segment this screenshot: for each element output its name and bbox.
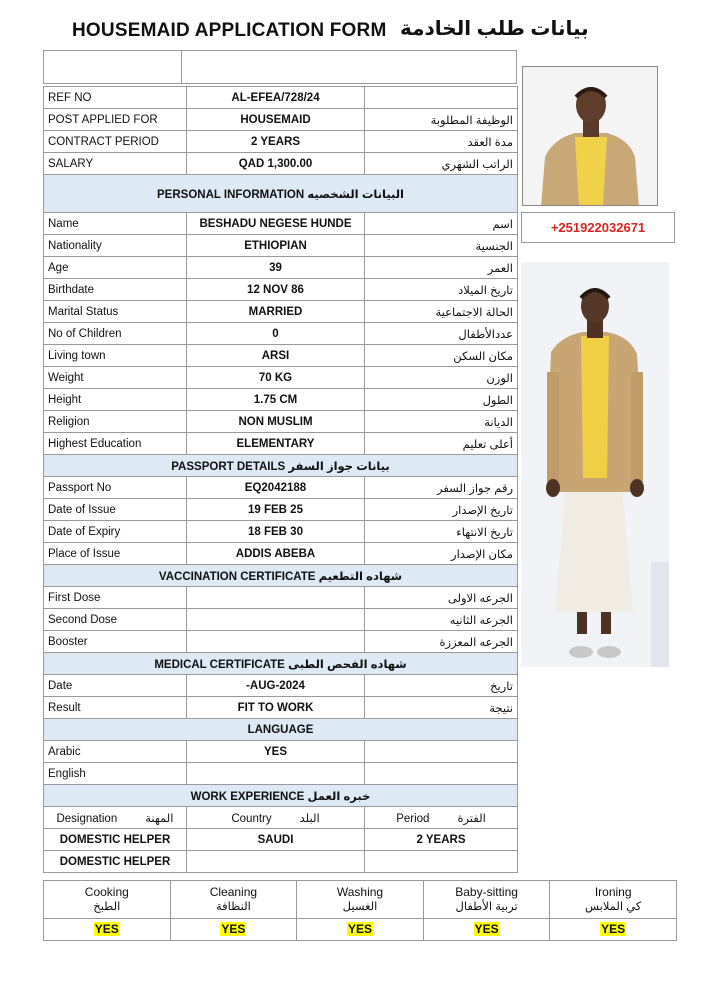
table-row bbox=[44, 609, 518, 631]
full-body-photo bbox=[521, 262, 669, 667]
work-header-country-label-arabic: البلد bbox=[299, 812, 320, 825]
table-row bbox=[44, 477, 518, 499]
work-period: 2 YEARS bbox=[365, 829, 518, 851]
table-row bbox=[44, 433, 518, 455]
skill-value-label: YES bbox=[474, 922, 499, 936]
skill-name: Cooking bbox=[84, 884, 129, 899]
field-label-arabic: الطول bbox=[365, 389, 518, 411]
field-label-arabic: الحالة الاجتماعية bbox=[365, 301, 518, 323]
skill-value-label: YES bbox=[94, 922, 119, 936]
field-label: Height bbox=[44, 389, 187, 411]
skill-value bbox=[44, 919, 171, 941]
skill-value-label: YES bbox=[601, 922, 626, 936]
field-label-arabic: مكان السكن bbox=[365, 345, 518, 367]
work-header-designation bbox=[44, 807, 187, 829]
field-label: English bbox=[44, 763, 187, 785]
field-value: FIT TO WORK bbox=[187, 697, 365, 719]
field-value: AL-EFEA/728/24 bbox=[187, 87, 365, 109]
field-value: HOUSEMAID bbox=[187, 109, 365, 131]
field-label: Date of Expiry bbox=[44, 521, 187, 543]
section-header-work: WORK EXPERIENCE خبره العمل bbox=[44, 785, 518, 807]
field-label-arabic: تاريخ bbox=[365, 675, 518, 697]
field-label: Age bbox=[44, 257, 187, 279]
field-label: Highest Education bbox=[44, 433, 187, 455]
table-row bbox=[44, 389, 518, 411]
field-label-arabic: الجرعه الثانيه bbox=[365, 609, 518, 631]
field-label: Arabic bbox=[44, 741, 187, 763]
field-label: Place of Issue bbox=[44, 543, 187, 565]
field-value: ELEMENTARY bbox=[187, 433, 365, 455]
field-label: Name bbox=[44, 213, 187, 235]
portrait-photo bbox=[522, 66, 658, 206]
header-blank-box bbox=[43, 50, 517, 84]
table-row bbox=[44, 631, 518, 653]
skill-value-label: YES bbox=[221, 922, 246, 936]
table-row bbox=[44, 367, 518, 389]
table-row bbox=[44, 323, 518, 345]
table-row bbox=[44, 213, 518, 235]
skill-name: Washing bbox=[336, 884, 384, 899]
table-row bbox=[44, 543, 518, 565]
skill-name-arabic: الطبخ bbox=[93, 900, 121, 913]
work-header-country-label: Country bbox=[231, 812, 272, 825]
field-label: SALARY bbox=[44, 153, 187, 175]
field-label: Nationality bbox=[44, 235, 187, 257]
section-header-language: LANGUAGE bbox=[44, 719, 518, 741]
skill-value bbox=[170, 919, 297, 941]
field-label-arabic: الديانة bbox=[365, 411, 518, 433]
section-header-vaccination: VACCINATION CERTIFICATE شهاده التطعيم bbox=[44, 565, 518, 587]
skill-name: Ironing bbox=[594, 884, 632, 899]
skill-name: Cleaning bbox=[209, 884, 258, 899]
work-header-period-label-arabic: الفترة bbox=[457, 812, 486, 825]
field-label: Date of Issue bbox=[44, 499, 187, 521]
table-row bbox=[44, 153, 518, 175]
work-header-country bbox=[187, 807, 365, 829]
field-value: 1.75 CM bbox=[187, 389, 365, 411]
field-value: 2 YEARS bbox=[187, 131, 365, 153]
form-title-arabic: بيانات طلب الخادمة bbox=[400, 18, 589, 40]
field-label-arabic: مدة العقد bbox=[365, 131, 518, 153]
work-header-designation-label: Designation bbox=[56, 812, 118, 825]
field-value bbox=[187, 631, 365, 653]
field-label: Birthdate bbox=[44, 279, 187, 301]
application-table bbox=[43, 86, 518, 873]
skill-name: Baby-sitting bbox=[455, 884, 518, 899]
field-value: -AUG-2024 bbox=[187, 675, 365, 697]
work-period bbox=[365, 851, 518, 873]
work-country bbox=[187, 851, 365, 873]
field-label-arabic: تاريخ الانتهاء bbox=[365, 521, 518, 543]
field-value bbox=[187, 763, 365, 785]
field-label-arabic: الراتب الشهري bbox=[365, 153, 518, 175]
section-header bbox=[44, 175, 518, 213]
work-header-period-label: Period bbox=[396, 812, 430, 825]
field-label-arabic: أعلى تعليم bbox=[365, 433, 518, 455]
table-row bbox=[44, 587, 518, 609]
section-header-passport: PASSPORT DETAILS بيانات جواز السفر bbox=[44, 455, 518, 477]
work-designation: DOMESTIC HELPER bbox=[44, 851, 187, 873]
field-value: 39 bbox=[187, 257, 365, 279]
work-header-period bbox=[365, 807, 518, 829]
field-label-arabic: العمر bbox=[365, 257, 518, 279]
table-row bbox=[44, 675, 518, 697]
field-label-arabic bbox=[365, 741, 518, 763]
section-header bbox=[44, 653, 518, 675]
skill-value bbox=[297, 919, 424, 941]
field-value: 19 FEB 25 bbox=[187, 499, 365, 521]
field-label-arabic bbox=[365, 763, 518, 785]
table-row bbox=[44, 741, 518, 763]
field-label: Second Dose bbox=[44, 609, 187, 631]
field-label-arabic: نتيجة bbox=[365, 697, 518, 719]
field-value: BESHADU NEGESE HUNDE bbox=[187, 213, 365, 235]
field-label-arabic: الجرعه الاولى bbox=[365, 587, 518, 609]
field-value: 18 FEB 30 bbox=[187, 521, 365, 543]
field-label-arabic: تاريخ الإصدار bbox=[365, 499, 518, 521]
work-header-row bbox=[44, 807, 518, 829]
skill-name-arabic: كي الملابس bbox=[585, 900, 642, 913]
field-label: First Dose bbox=[44, 587, 187, 609]
table-row bbox=[44, 109, 518, 131]
section-header-personal: PERSONAL INFORMATION البيانات الشخصيه bbox=[44, 175, 518, 213]
field-label: Result bbox=[44, 697, 187, 719]
skills-table bbox=[43, 880, 677, 941]
field-label-arabic: الوزن bbox=[365, 367, 518, 389]
table-row bbox=[44, 521, 518, 543]
skill-header bbox=[550, 881, 677, 919]
field-value: MARRIED bbox=[187, 301, 365, 323]
field-label: Weight bbox=[44, 367, 187, 389]
phone-number: +251922032671 bbox=[521, 212, 675, 243]
field-value: QAD 1,300.00 bbox=[187, 153, 365, 175]
field-value: 12 NOV 86 bbox=[187, 279, 365, 301]
skill-header bbox=[423, 881, 550, 919]
skill-header bbox=[44, 881, 171, 919]
table-row bbox=[44, 499, 518, 521]
section-header bbox=[44, 719, 518, 741]
field-label-arabic: الجنسية bbox=[365, 235, 518, 257]
field-label-arabic: تاريخ الميلاد bbox=[365, 279, 518, 301]
field-label-arabic: الجرعه المعززة bbox=[365, 631, 518, 653]
field-label: Date bbox=[44, 675, 187, 697]
table-row bbox=[44, 87, 518, 109]
skill-name-arabic: الغسيل bbox=[342, 900, 378, 913]
skill-value-label: YES bbox=[347, 922, 372, 936]
table-row bbox=[44, 697, 518, 719]
skill-header bbox=[297, 881, 424, 919]
work-row bbox=[44, 829, 518, 851]
field-label-arabic: عددالأطفال bbox=[365, 323, 518, 345]
field-value: ETHIOPIAN bbox=[187, 235, 365, 257]
skill-value bbox=[550, 919, 677, 941]
skill-header bbox=[170, 881, 297, 919]
section-header bbox=[44, 785, 518, 807]
work-designation: DOMESTIC HELPER bbox=[44, 829, 187, 851]
field-value: NON MUSLIM bbox=[187, 411, 365, 433]
field-value: 0 bbox=[187, 323, 365, 345]
field-value: YES bbox=[187, 741, 365, 763]
field-value bbox=[187, 587, 365, 609]
table-row bbox=[44, 257, 518, 279]
field-value: ARSI bbox=[187, 345, 365, 367]
field-label: Living town bbox=[44, 345, 187, 367]
field-label: CONTRACT PERIOD bbox=[44, 131, 187, 153]
field-value bbox=[187, 609, 365, 631]
field-label-arabic bbox=[365, 87, 518, 109]
field-label: Marital Status bbox=[44, 301, 187, 323]
field-label: REF NO bbox=[44, 87, 187, 109]
field-label: POST APPLIED FOR bbox=[44, 109, 187, 131]
table-row bbox=[44, 279, 518, 301]
table-row bbox=[44, 301, 518, 323]
field-label-arabic: الوظيفة المطلوبة bbox=[365, 109, 518, 131]
field-label-arabic: مكان الإصدار bbox=[365, 543, 518, 565]
skill-name-arabic: النظافة bbox=[216, 900, 251, 913]
table-row bbox=[44, 411, 518, 433]
table-row bbox=[44, 131, 518, 153]
section-header bbox=[44, 455, 518, 477]
table-row bbox=[44, 235, 518, 257]
field-label-arabic: اسم bbox=[365, 213, 518, 235]
field-value: ADDIS ABEBA bbox=[187, 543, 365, 565]
field-label: Religion bbox=[44, 411, 187, 433]
field-label-arabic: رقم جواز السفر bbox=[365, 477, 518, 499]
work-header-designation-label-arabic: المهنة bbox=[145, 812, 174, 825]
field-label: Booster bbox=[44, 631, 187, 653]
work-row bbox=[44, 851, 518, 873]
section-header bbox=[44, 565, 518, 587]
field-label: No of Children bbox=[44, 323, 187, 345]
field-value: 70 KG bbox=[187, 367, 365, 389]
work-country: SAUDI bbox=[187, 829, 365, 851]
skill-name-arabic: تربية الأطفال bbox=[455, 900, 518, 913]
skill-value bbox=[423, 919, 550, 941]
field-label: Passport No bbox=[44, 477, 187, 499]
section-header-medical: MEDICAL CERTIFICATE شهاده الفحص الطبى bbox=[44, 653, 518, 675]
field-value: EQ2042188 bbox=[187, 477, 365, 499]
form-title: HOUSEMAID APPLICATION FORM bbox=[72, 20, 387, 41]
table-row bbox=[44, 345, 518, 367]
table-row bbox=[44, 763, 518, 785]
